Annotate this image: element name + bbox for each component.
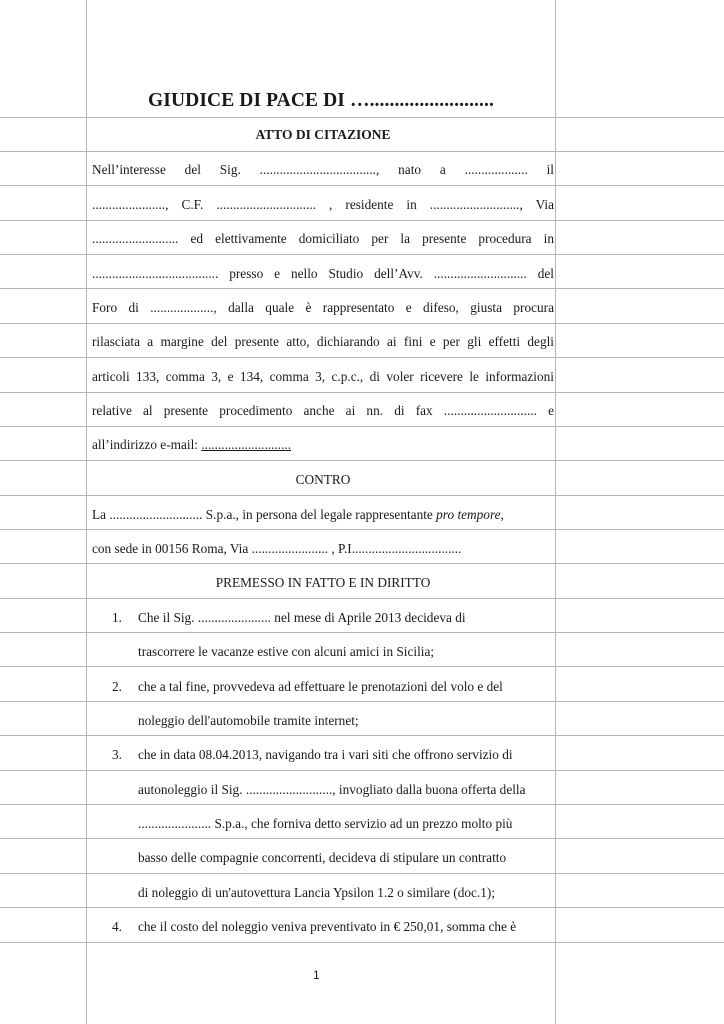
ruled-line [0,666,724,667]
ruled-line [0,529,724,530]
list-item-line: che a tal fine, provvedeva ad effettuare le prenotazioni del volo e del [138,679,503,694]
list-item-line: ...................... S.p.a., che forniva detto servizio ad un prezzo molto più [138,816,513,831]
contro-heading: CONTRO [295,472,351,487]
ruled-line [0,323,724,324]
intro-line-6: rilasciata a margine del presente atto, dichiarando ai fini e per gli effetti degli [92,334,554,349]
ruled-line [0,563,724,564]
contro-line-1-text: La ............................ S.p.a., in persona del legale rappresentante [92,507,437,522]
intro-line-5: Foro di ..................., dalla quale è rappresentato e difeso, giusta procura [92,300,554,315]
intro-line-1: Nell’interesse del Sig. ..................................., nato a ................... il [92,162,554,177]
list-item-number: 1. [112,610,122,625]
ruled-line [0,151,724,152]
ruled-line [0,495,724,496]
email-label: all’indirizzo e-mail: [92,437,202,452]
intro-line-4: ...................................... presso e nello Studio dell’Avv. ............................ del [92,266,554,281]
list-item-line: basso delle compagnie concorrenti, decideva di stipulare un contratto [138,850,507,865]
list-item-number: 3. [112,747,122,762]
ruled-line [0,357,724,358]
ruled-line [0,873,724,874]
ruled-line [0,942,724,943]
list-item-line: che in data 08.04.2013, navigando tra i vari siti che offrono servizio di [138,747,513,762]
margin-line-right [555,0,556,1024]
ruled-line [0,770,724,771]
list-item-line: Che il Sig. ...................... nel mese di Aprile 2013 decideva di [138,610,466,625]
list-item-line: autonoleggio il Sig. .........................., invogliato dalla buona offerta della [138,782,526,797]
contro-line-1-end: , [500,507,504,522]
ruled-line [0,735,724,736]
ruled-line [0,185,724,186]
ruled-line [0,804,724,805]
premesso-heading: PREMESSO IN FATTO E IN DIRITTO [215,575,431,590]
ruled-line [0,460,724,461]
list-item-line: di noleggio di un'autovettura Lancia Ypsilon 1.2 o similare (doc.1); [138,885,496,900]
list-item-line: trascorrere le vacanze estive con alcuni amici in Sicilia; [138,644,435,659]
list-item-number: 4. [112,919,122,934]
contro-line-2: con sede in 00156 Roma, Via ....................... , P.I................................. [92,541,462,556]
ruled-line [0,838,724,839]
email-placeholder: ........................... [201,437,292,452]
ruled-line [0,288,724,289]
ruled-line [0,701,724,702]
intro-line-2: ......................, C.F. .............................. , residente in ..........................., Via [92,197,554,212]
ruled-line [0,117,724,118]
ruled-line [0,220,724,221]
pro-tempore: pro tempore [436,507,501,522]
intro-line-8: relative al presente procedimento anche ai nn. di fax ............................ e [92,403,554,418]
page-number: 1 [313,968,320,982]
atto-heading: ATTO DI CITAZIONE [255,127,391,142]
margin-line-left [86,0,87,1024]
ruled-line [0,907,724,908]
intro-line-7: articoli 133, comma 3, e 134, comma 3, c.p.c., di voler ricevere le informazioni [92,369,554,384]
document-title: GIUDICE DI PACE DI …......................... [148,90,494,111]
ruled-line [0,254,724,255]
intro-line-3: .......................... ed elettivamente domiciliato per la presente procedura in [92,231,554,246]
intro-line-9 [92,437,554,453]
ruled-line [0,426,724,427]
ruled-line [0,392,724,393]
list-item-line: che il costo del noleggio veniva preventivato in € 250,01, somma che è [138,919,517,934]
ruled-line [0,598,724,599]
contro-line-1 [92,507,554,523]
list-item-line: noleggio dell'automobile tramite internet; [138,713,359,728]
list-item-number: 2. [112,679,122,694]
ruled-line [0,632,724,633]
